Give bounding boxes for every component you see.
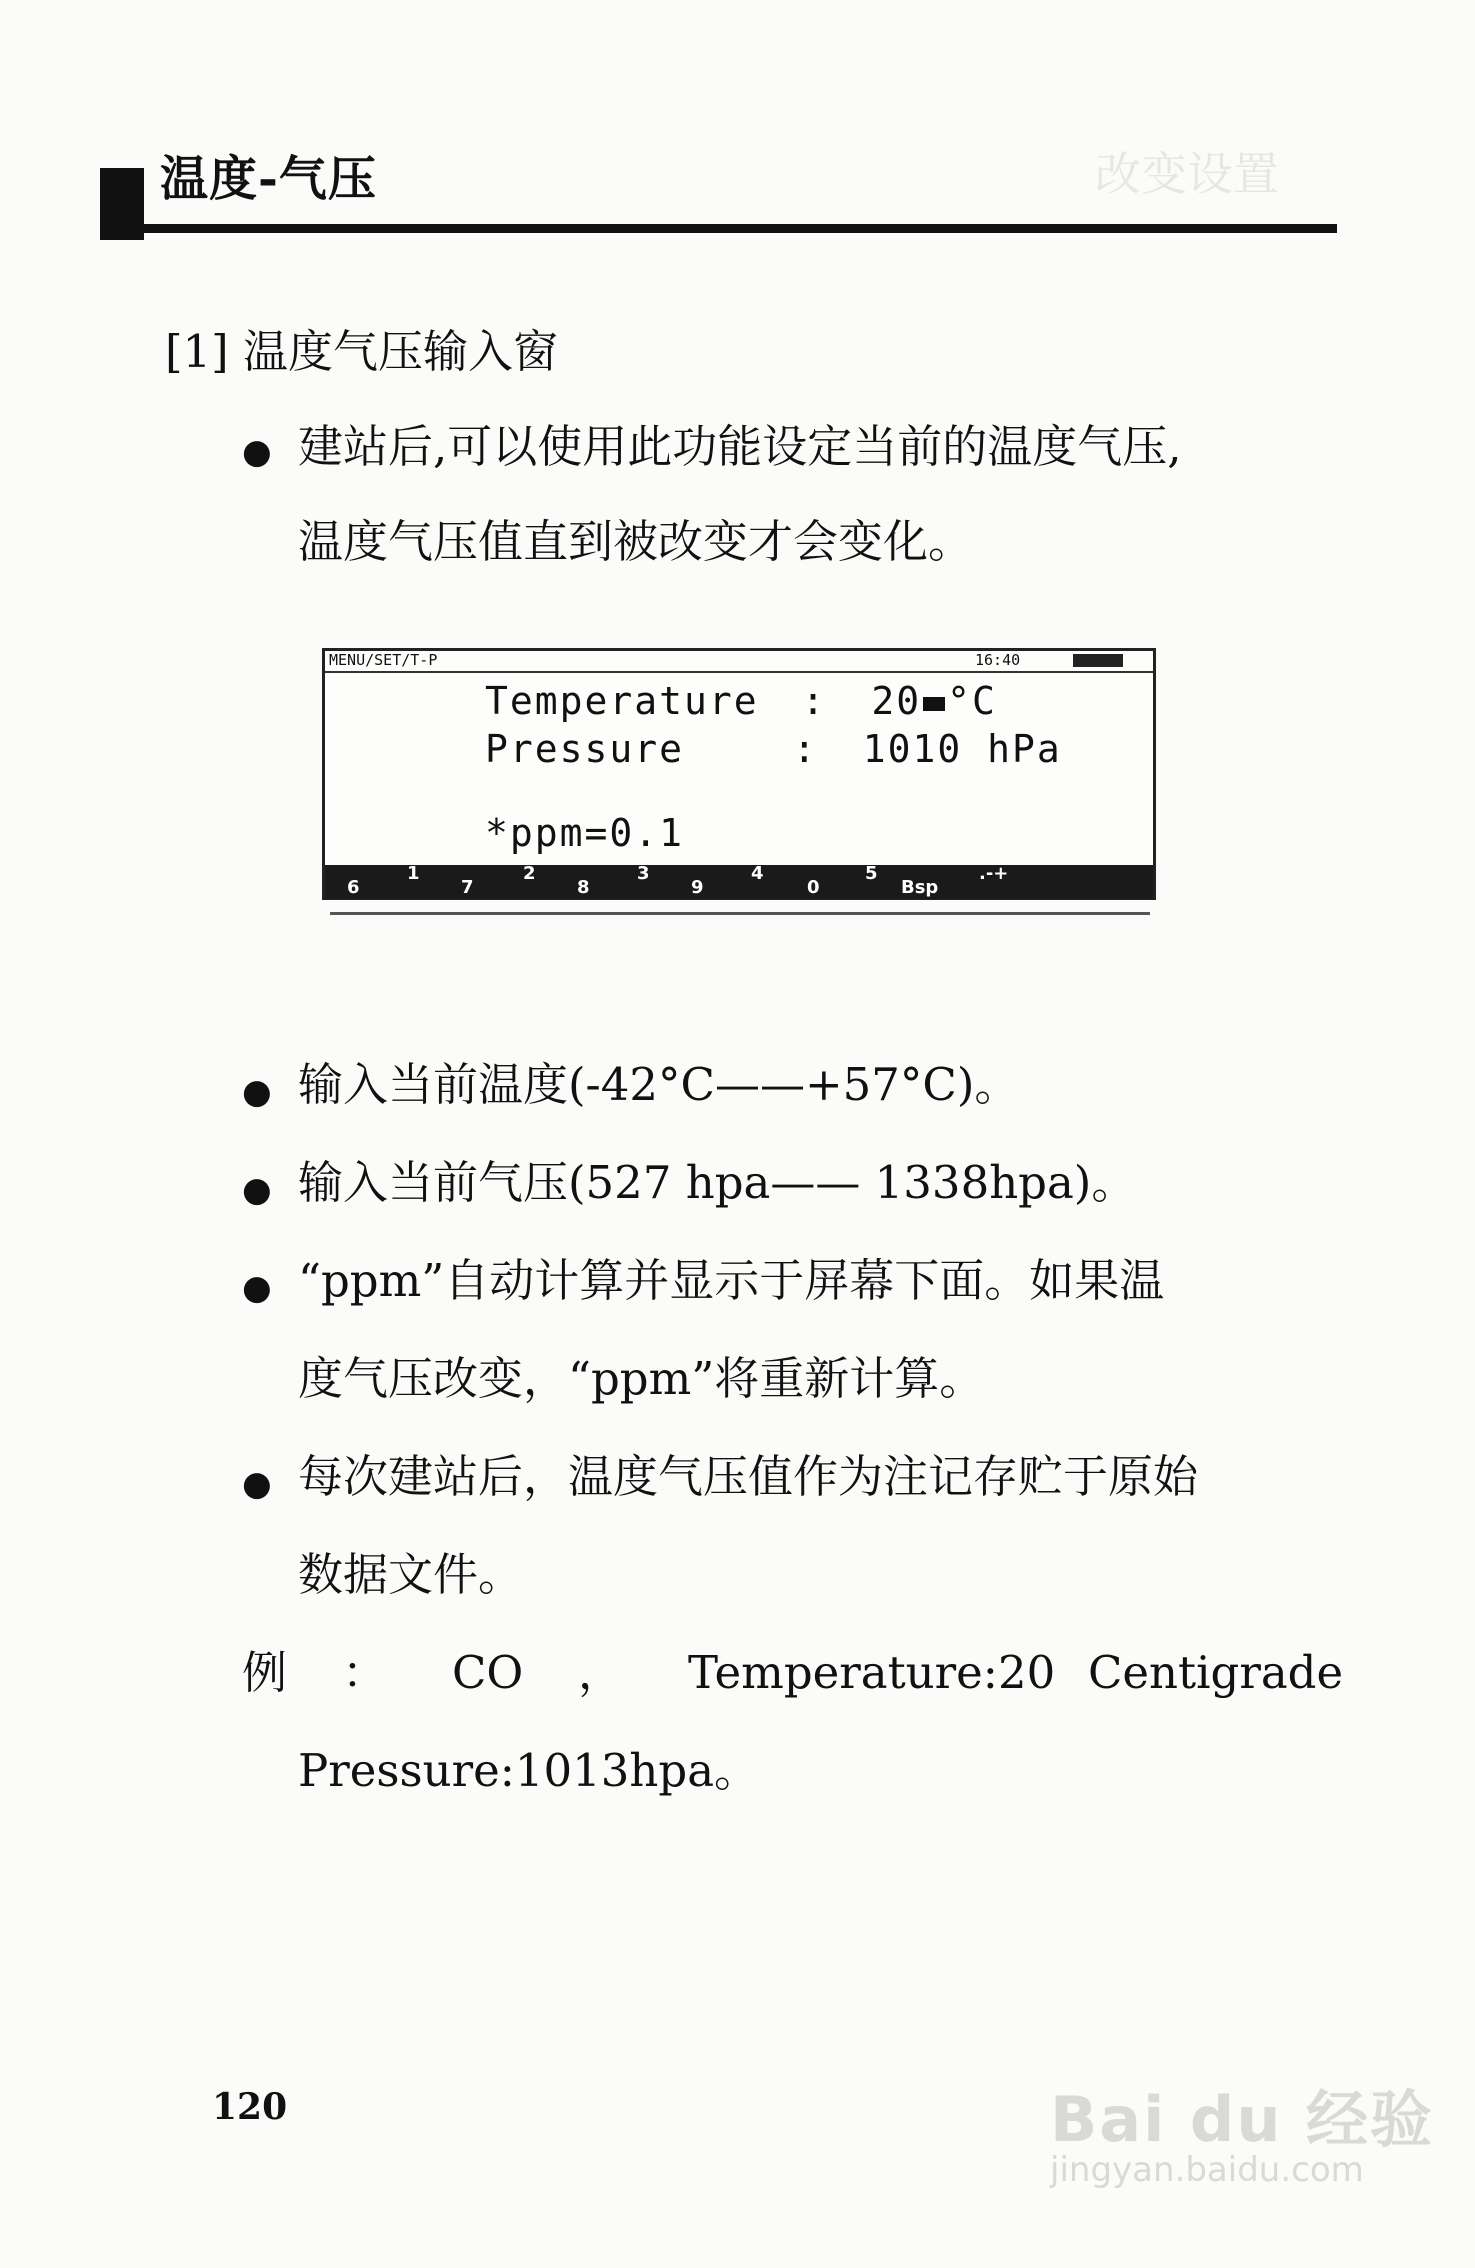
bullet-ppm-line-1: “ppm”自动计算并显示于屏幕下面。如果温 xyxy=(298,1254,1165,1307)
key-7[interactable]: 7 xyxy=(461,877,474,898)
temperature-unit: °C xyxy=(947,679,997,723)
example-comma: ， xyxy=(578,1646,624,1699)
example-pressure: Pressure:1013hpa。 xyxy=(298,1744,760,1797)
example-co: CO xyxy=(452,1646,524,1699)
bullet-temperature: 输入当前温度(-42°C——+57°C)。 xyxy=(298,1058,1020,1111)
temperature-separator: : xyxy=(801,679,827,723)
intro-line-1: 建站后,可以使用此功能设定当前的温度气压, xyxy=(298,420,1182,473)
example-colon: ： xyxy=(342,1646,388,1699)
example-temperature: Temperature:20 xyxy=(688,1646,1056,1699)
bullet-icon: ● xyxy=(242,1464,272,1504)
temperature-label: Temperature xyxy=(485,679,759,723)
pressure-separator: : xyxy=(792,727,818,771)
temperature-value[interactable]: 20 xyxy=(871,679,922,723)
screen-underline xyxy=(330,912,1150,915)
watermark-logo: Bai du 经验 xyxy=(1050,2083,1435,2156)
pressure-label: Pressure xyxy=(485,727,685,771)
key-9[interactable]: 9 xyxy=(691,877,704,898)
bullet-icon: ● xyxy=(242,1268,272,1308)
bullet-record-line-2: 数据文件。 xyxy=(298,1548,524,1601)
numeric-keybar xyxy=(325,865,1153,899)
header-rule xyxy=(100,224,1337,233)
battery-icon xyxy=(1073,654,1123,667)
key-1[interactable]: 1 xyxy=(407,863,420,884)
bullet-icon: ● xyxy=(242,1072,272,1112)
key-2[interactable]: 2 xyxy=(523,863,536,884)
ppm-readout: *ppm=0.1 xyxy=(485,811,685,855)
section-title: 温度-气压 xyxy=(160,151,377,207)
key-3[interactable]: 3 xyxy=(637,863,650,884)
key-sign[interactable]: .-+ xyxy=(979,863,1009,884)
page-number: 120 xyxy=(212,2086,288,2128)
bullet-icon: ● xyxy=(242,1170,272,1210)
key-4[interactable]: 4 xyxy=(751,863,764,884)
instrument-screen xyxy=(322,648,1156,900)
pressure-value[interactable]: 1010 hPa xyxy=(862,727,1062,771)
bullet-record-line-1: 每次建站后，温度气压值作为注记存贮于原始 xyxy=(298,1450,1199,1503)
subsection-heading: [1] 温度气压输入窗 xyxy=(165,325,559,378)
example-unit: Centigrade xyxy=(1088,1646,1344,1699)
bullet-pressure: 输入当前气压(527 hpa—— 1338hpa)。 xyxy=(298,1156,1137,1209)
watermark-url: jingyan.baidu.com xyxy=(1050,2150,1364,2190)
bleed-through-header: 改变设置 xyxy=(1095,147,1279,201)
key-backspace[interactable]: Bsp xyxy=(901,877,939,898)
temperature-row xyxy=(485,679,997,723)
intro-line-2: 温度气压值直到被改变才会变化。 xyxy=(298,515,974,568)
pressure-row xyxy=(485,727,1062,771)
example-label: 例 xyxy=(242,1646,288,1699)
key-0[interactable]: 0 xyxy=(807,877,820,898)
key-5[interactable]: 5 xyxy=(865,863,878,884)
clock: 16:40 xyxy=(975,651,1021,669)
key-8[interactable]: 8 xyxy=(577,877,590,898)
bullet-ppm-line-2: 度气压改变，“ppm”将重新计算。 xyxy=(298,1352,985,1405)
bullet-icon: ● xyxy=(242,432,272,472)
menu-path: MENU/SET/T-P xyxy=(329,651,438,669)
screen-status-bar xyxy=(325,651,1153,673)
input-cursor xyxy=(923,697,945,711)
key-6[interactable]: 6 xyxy=(347,877,360,898)
